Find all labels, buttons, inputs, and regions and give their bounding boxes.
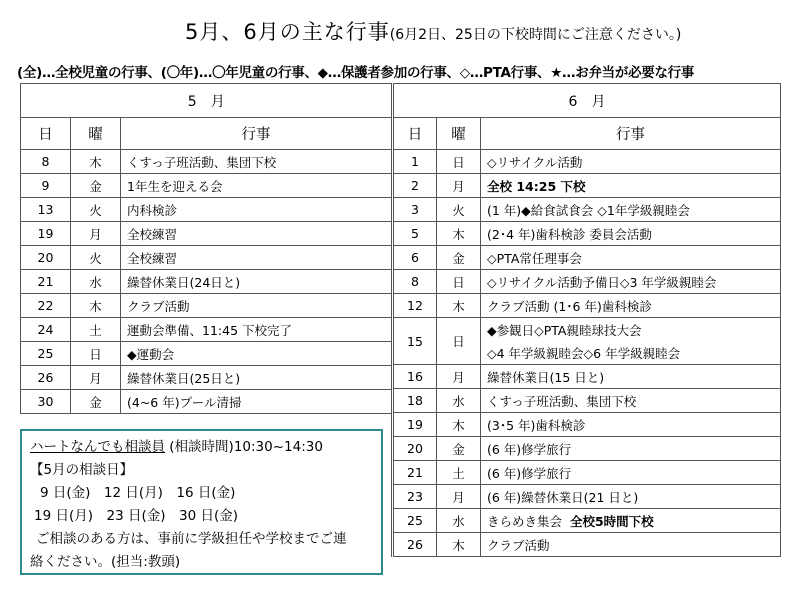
table-row (393, 150, 781, 174)
weekday-cell: 水 (437, 389, 481, 413)
event-cell: くすっ子班活動、集団下校 (481, 389, 781, 413)
may-schedule-table (20, 83, 392, 414)
table-row (393, 461, 781, 485)
table-row (393, 294, 781, 318)
day-cell: 24 (21, 318, 71, 342)
may-header-event: 行事 (121, 118, 392, 150)
consult-days-line1: 9 日(金) 12 日(月) 16 日(金) (40, 485, 236, 501)
table-row (21, 318, 392, 342)
weekday-cell: 水 (71, 270, 121, 294)
event-cell-continued: ◇4 年学級親睦会◇6 年学級親睦会 (481, 341, 781, 365)
weekday-cell: 火 (437, 198, 481, 222)
day-cell: 25 (393, 509, 437, 533)
event-cell: クラブ活動 (1･6 年)歯科検診 (481, 294, 781, 318)
day-cell: 12 (393, 294, 437, 318)
event-cell: 運動会準備、11:45 下校完了 (121, 318, 392, 342)
day-cell: 21 (21, 270, 71, 294)
day-cell: 6 (393, 246, 437, 270)
weekday-cell: 月 (71, 222, 121, 246)
weekday-cell: 日 (71, 342, 121, 366)
event-cell: クラブ活動 (121, 294, 392, 318)
event-cell: 全校練習 (121, 222, 392, 246)
consult-days-line2: 19 日(月) 23 日(金) 30 日(金) (34, 508, 239, 524)
june-header-weekday: 曜 (437, 118, 481, 150)
weekday-cell: 月 (437, 365, 481, 389)
weekday-cell: 金 (437, 246, 481, 270)
may-month-header: 5 月 (21, 84, 392, 118)
day-cell: 20 (393, 437, 437, 461)
day-cell: 8 (393, 270, 437, 294)
day-cell: 19 (393, 413, 437, 437)
event-cell: 繰替休業日(24日と) (121, 270, 392, 294)
consult-note-line2: 絡ください。(担当:教頭) (30, 554, 181, 570)
table-row (393, 485, 781, 509)
event-cell: 内科検診 (121, 198, 392, 222)
table-row (21, 150, 392, 174)
event-cell: くすっ子班活動、集団下校 (121, 150, 392, 174)
event-cell: (2･4 年)歯科検診 委員会活動 (481, 222, 781, 246)
event-cell: (3･5 年)歯科検診 (481, 413, 781, 437)
day-cell: 19 (21, 222, 71, 246)
table-row (21, 366, 392, 390)
day-cell: 13 (21, 198, 71, 222)
title-subtitle: (6月2日、25日の下校時間にご注意ください。) (389, 27, 682, 43)
table-row (21, 174, 392, 198)
weekday-cell: 土 (71, 318, 121, 342)
event-cell: クラブ活動 (481, 533, 781, 557)
weekday-cell: 月 (437, 485, 481, 509)
day-cell: 16 (393, 365, 437, 389)
weekday-cell: 金 (437, 437, 481, 461)
consult-hours: (相談時間)10:30~14:30 (165, 439, 323, 455)
day-cell: 30 (21, 390, 71, 414)
weekday-cell: 土 (437, 461, 481, 485)
table-row (21, 342, 392, 366)
event-cell: 全校 14:25 下校 (481, 174, 781, 198)
event-cell: (6 年)繰替休業日(21 日と) (481, 485, 781, 509)
symbol-legend: (全)…全校児童の行事、(〇年)…〇年児童の行事、◆…保護者参加の行事、◇…PTA行事、★…お弁当が必要な行事 (17, 65, 695, 81)
weekday-cell: 火 (71, 198, 121, 222)
day-cell: 15 (393, 318, 437, 365)
table-row (393, 222, 781, 246)
table-row (393, 509, 781, 533)
table-row (393, 365, 781, 389)
day-cell: 9 (21, 174, 71, 198)
event-emphasis: 全校5時間下校 (569, 513, 654, 529)
consult-note-line1: ご相談のある方は、事前に学級担任や学校までご連 (36, 531, 347, 547)
weekday-cell: 木 (71, 150, 121, 174)
event-cell: (6 年)修学旅行 (481, 437, 781, 461)
table-row (393, 174, 781, 198)
day-cell: 25 (21, 342, 71, 366)
table-row (21, 390, 392, 414)
event-cell: 繰替休業日(25日と) (121, 366, 392, 390)
day-cell: 20 (21, 246, 71, 270)
day-cell: 3 (393, 198, 437, 222)
day-cell: 5 (393, 222, 437, 246)
event-cell: (1 年)◆給食試食会 ◇1年学級親睦会 (481, 198, 781, 222)
table-row (393, 389, 781, 413)
event-cell: (6 年)修学旅行 (481, 461, 781, 485)
event-cell: 1年生を迎える会 (121, 174, 392, 198)
table-row (21, 246, 392, 270)
weekday-cell: 木 (437, 294, 481, 318)
weekday-cell: 金 (71, 174, 121, 198)
table-row (393, 318, 781, 342)
title-main: 5月、6月の主な行事 (185, 20, 390, 44)
table-row (21, 222, 392, 246)
event-cell: ◇リサイクル活動予備日◇3 年学級親睦会 (481, 270, 781, 294)
table-row (393, 198, 781, 222)
day-cell: 1 (393, 150, 437, 174)
event-cell: 全校練習 (121, 246, 392, 270)
day-cell: 23 (393, 485, 437, 509)
june-month-header: 6 月 (393, 84, 781, 118)
consultation-box (20, 429, 383, 575)
event-cell (481, 509, 781, 533)
weekday-cell: 水 (437, 509, 481, 533)
consult-heading: ハートなんでも相談員 (30, 439, 165, 455)
may-header-weekday: 曜 (71, 118, 121, 150)
weekday-cell: 火 (71, 246, 121, 270)
event-cell: 繰替休業日(15 日と) (481, 365, 781, 389)
day-cell: 2 (393, 174, 437, 198)
weekday-cell: 日 (437, 150, 481, 174)
day-cell: 21 (393, 461, 437, 485)
june-header-day: 日 (393, 118, 437, 150)
table-row (393, 413, 781, 437)
june-header-event: 行事 (481, 118, 781, 150)
event-cell: (4~6 年)プール清掃 (121, 390, 392, 414)
page-title (185, 16, 681, 46)
weekday-cell: 金 (71, 390, 121, 414)
event-cell: ◇リサイクル活動 (481, 150, 781, 174)
table-row (393, 437, 781, 461)
table-row (21, 198, 392, 222)
table-row (393, 270, 781, 294)
consult-days-label: 【5月の相談日】 (30, 462, 134, 478)
day-cell: 26 (393, 533, 437, 557)
day-cell: 26 (21, 366, 71, 390)
weekday-cell: 木 (437, 413, 481, 437)
weekday-cell: 日 (437, 318, 481, 365)
consult-heading-line (30, 436, 381, 459)
event-cell: ◇PTA常任理事会 (481, 246, 781, 270)
day-cell: 8 (21, 150, 71, 174)
weekday-cell: 日 (437, 270, 481, 294)
weekday-cell: 木 (437, 222, 481, 246)
day-cell: 22 (21, 294, 71, 318)
june-schedule-table (391, 83, 781, 557)
event-cell: ◆参観日◇PTA親睦球技大会 (481, 318, 781, 342)
table-row (393, 246, 781, 270)
may-header-day: 日 (21, 118, 71, 150)
table-row (21, 270, 392, 294)
weekday-cell: 木 (437, 533, 481, 557)
weekday-cell: 月 (71, 366, 121, 390)
day-cell: 18 (393, 389, 437, 413)
table-row (21, 294, 392, 318)
event-cell: ◆運動会 (121, 342, 392, 366)
weekday-cell: 木 (71, 294, 121, 318)
weekday-cell: 月 (437, 174, 481, 198)
table-row (393, 533, 781, 557)
event-text: きらめき集会 (487, 513, 563, 529)
